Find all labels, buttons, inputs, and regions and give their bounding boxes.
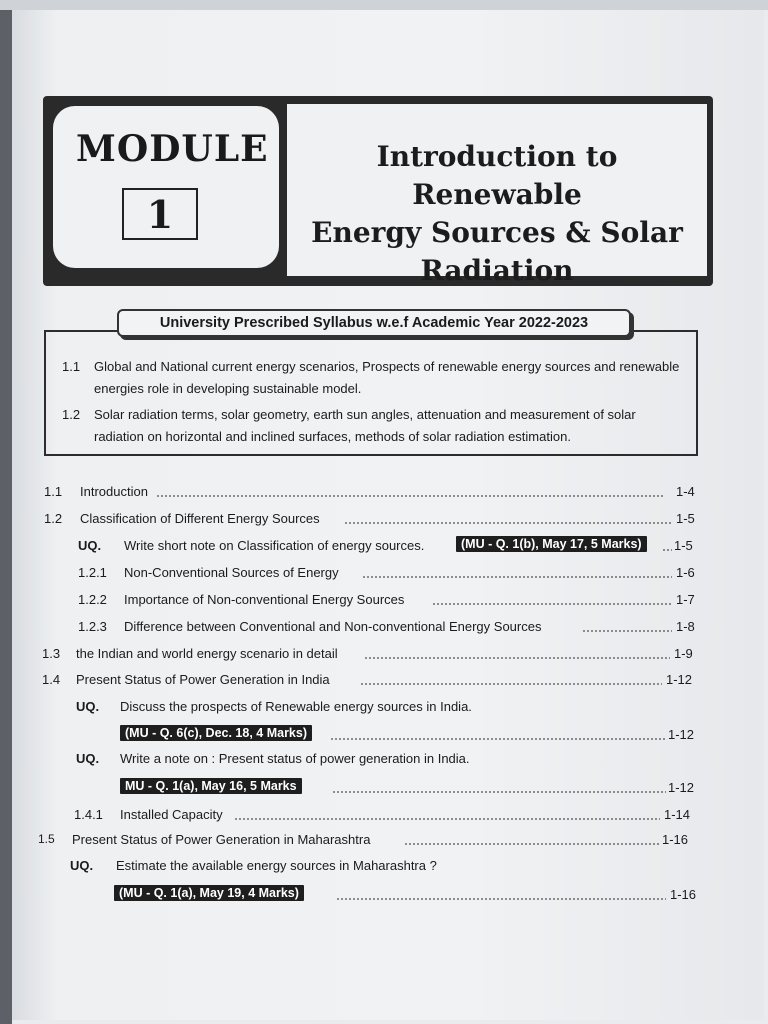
toc-label: Installed Capacity (120, 807, 223, 822)
exam-tag: (MU - Q. 1(b), May 17, 5 Marks) (456, 536, 647, 552)
toc-page: 1-8 (676, 619, 695, 634)
toc-page: 1-6 (676, 565, 695, 580)
toc-number: 1.2.1 (78, 565, 107, 580)
toc-number: 1.5 (38, 832, 55, 846)
syllabus-item-number: 1.1 (62, 359, 81, 374)
toc-page: 1-12 (666, 672, 693, 687)
toc-label: Present Status of Power Generation in India (76, 672, 330, 687)
module-title-line-3: Radiation (420, 254, 574, 287)
toc-page: 1-12 (668, 780, 695, 795)
toc-number: 1.4 (42, 672, 61, 687)
toc-label: Non-Conventional Sources of Energy (124, 565, 339, 580)
toc-page: 1-7 (676, 592, 695, 607)
module-title (290, 138, 704, 290)
toc-row[interactable] (70, 858, 690, 878)
toc-row[interactable] (74, 807, 698, 827)
toc-row[interactable] (76, 699, 696, 719)
toc-page: 1-16 (662, 832, 689, 847)
dot-leader (234, 807, 660, 823)
toc-label: Introduction (80, 484, 148, 499)
toc-label: the Indian and world energy scenario in detail (76, 646, 338, 661)
module-title-line-1: Introduction to Renewable (376, 140, 618, 211)
toc-page: 1-5 (676, 511, 695, 526)
uq-marker: UQ. (76, 699, 100, 714)
module-word: MODULE (76, 128, 269, 170)
toc-page: 1-5 (674, 538, 693, 553)
toc-label: Estimate the available energy sources in Maharashtra ? (116, 858, 437, 873)
toc-row[interactable] (42, 672, 698, 692)
toc-number: 1.4.1 (74, 807, 103, 822)
toc-label: Present Status of Power Generation in Maharashtra (72, 832, 371, 847)
toc-number: 1.2.2 (78, 592, 107, 607)
dot-leader (332, 780, 666, 796)
dot-leader (362, 565, 672, 581)
module-title-line-2: Energy Sources & Solar (311, 216, 683, 249)
dot-leader (344, 511, 672, 527)
syllabus-heading: University Prescribed Syllabus w.e.f Academic Year 2022-2023 (117, 309, 631, 337)
uq-marker: UQ. (70, 858, 94, 873)
toc-row[interactable] (42, 646, 698, 666)
toc-label: Write a note on : Present status of power generation in India. (120, 751, 470, 766)
module-number: 1 (122, 188, 198, 240)
toc-row[interactable] (78, 538, 698, 558)
toc-label: Classification of Different Energy Sources (80, 511, 320, 526)
uq-marker: UQ. (78, 538, 102, 553)
book-spine (0, 0, 12, 1024)
dot-leader (360, 672, 662, 688)
syllabus-item-text: Global and National current energy scenarios, Prospects of renewable energy sources and renewable energies role in developing sustainable model. (94, 359, 680, 396)
exam-tag: (MU - Q. 1(a), May 19, 4 Marks) (114, 885, 304, 901)
toc-number: 1.2 (44, 511, 63, 526)
uq-marker: UQ. (76, 751, 100, 766)
toc-number: 1.2.3 (78, 619, 107, 634)
toc-row-continuation[interactable] (120, 727, 698, 747)
dot-leader (156, 484, 664, 500)
dot-leader (336, 887, 666, 903)
toc-row[interactable] (44, 511, 696, 531)
toc-number: 1.3 (42, 646, 61, 661)
toc-row[interactable] (78, 565, 698, 585)
dot-leader (432, 592, 672, 608)
toc-label: Write short note on Classification of energy sources. (124, 538, 425, 553)
toc-row[interactable] (44, 484, 696, 504)
dot-leader (662, 538, 672, 554)
toc-row-continuation[interactable] (120, 780, 698, 800)
toc-label: Importance of Non-conventional Energy Sources (124, 592, 405, 607)
toc-number: 1.1 (44, 484, 63, 499)
dot-leader (330, 727, 666, 743)
toc-row[interactable] (38, 832, 698, 852)
toc-row[interactable] (78, 592, 698, 612)
toc-page: 1-9 (674, 646, 693, 661)
toc-page: 1-14 (664, 807, 691, 822)
dot-leader (404, 832, 660, 848)
page-top-edge (0, 0, 768, 10)
syllabus-item-number: 1.2 (62, 407, 81, 422)
toc-row-continuation[interactable] (114, 887, 698, 907)
exam-tag: MU - Q. 1(a), May 16, 5 Marks (120, 778, 302, 794)
toc-page: 1-4 (676, 484, 695, 499)
toc-page: 1-12 (668, 727, 695, 742)
syllabus-item-text: Solar radiation terms, solar geometry, earth sun angles, attenuation and measurement of solar radiation on horizontal and inclined surfaces, methods of solar radiation estimation. (94, 407, 636, 444)
exam-tag: (MU - Q. 6(c), Dec. 18, 4 Marks) (120, 725, 312, 741)
toc-page: 1-16 (670, 887, 697, 902)
toc-label: Difference between Conventional and Non-conventional Energy Sources (124, 619, 542, 634)
toc-label: Discuss the prospects of Renewable energy sources in India. (120, 699, 472, 714)
toc-row[interactable] (76, 751, 696, 771)
dot-leader (582, 619, 672, 635)
dot-leader (364, 646, 670, 662)
toc-row[interactable] (78, 619, 698, 639)
